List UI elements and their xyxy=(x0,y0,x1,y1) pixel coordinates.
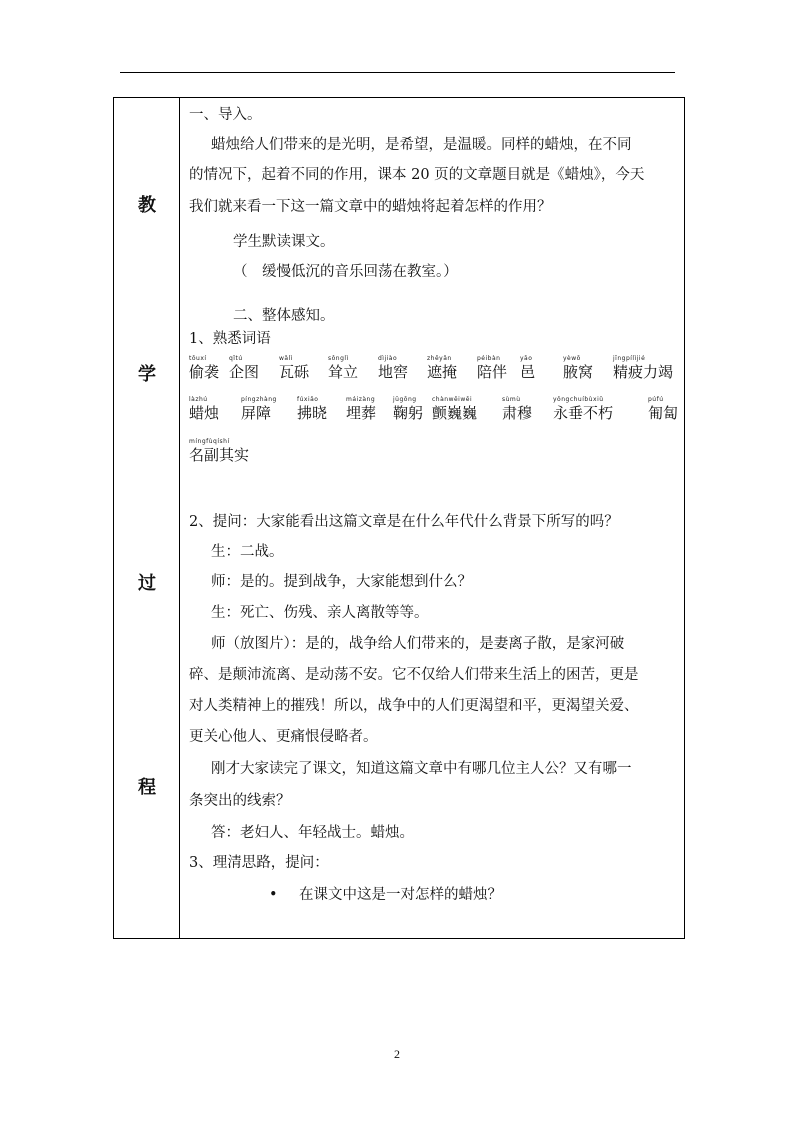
pinyin: chànwēiwēi xyxy=(432,396,473,403)
vocab-word xyxy=(279,355,309,381)
student-answer-2: 生：死亡、伤残、亲人离散等等。 xyxy=(211,605,429,621)
hanzi: 拂晓 xyxy=(297,404,328,422)
teacher-reply-1: 师：是的。提到战争，大家能想到什么？ xyxy=(211,574,472,590)
pinyin: míngfùqíshí xyxy=(189,438,230,445)
hanzi: 名副其实 xyxy=(189,446,250,464)
lesson-table xyxy=(113,97,685,939)
teacher-reply-2-line-1: 师（放图片）：是的，战争给人们带来的，是妻离子散，是家河破 xyxy=(211,636,625,652)
teacher-reply-2-line-3: 对人类精神上的摧残！所以，战争中的人们更渴望和平，更渴望关爱、 xyxy=(189,698,639,714)
hanzi: 陪伴 xyxy=(477,363,508,381)
hanzi: 鞠躬 xyxy=(393,404,424,422)
vocab-word xyxy=(297,396,327,422)
bullet-icon: • xyxy=(269,887,278,903)
vocab-word xyxy=(189,355,219,381)
hanzi: 肃穆 xyxy=(502,404,533,422)
hanzi: 屏障 xyxy=(241,404,272,422)
side-label-xue: 学 xyxy=(138,364,156,385)
hanzi: 匍匐 xyxy=(648,404,679,422)
hanzi: 埋葬 xyxy=(346,404,377,422)
question-3: 3、理清思路，提问： xyxy=(189,855,329,871)
bullet-item xyxy=(269,885,502,905)
vocab-word xyxy=(189,438,249,464)
vocab-word xyxy=(328,355,358,381)
hanzi: 瓦砾 xyxy=(279,363,310,381)
intro-paragraph-line-2: 的情况下，起着不同的作用，课本 20 页的文章题目就是《蜡烛》，今天 xyxy=(189,167,645,183)
music-note: （ 缓慢低沉的音乐回荡在教室。） xyxy=(233,264,458,280)
vocab-word xyxy=(520,355,535,381)
intro-paragraph-line-3: 我们就来看一下这一篇文章中的蜡烛将起着怎样的作用？ xyxy=(189,199,552,215)
pinyin: wǎlì xyxy=(279,355,293,362)
answer: 答：老妇人、年轻战士。蜡烛。 xyxy=(211,825,414,841)
header-rule xyxy=(120,72,675,73)
page-number: 2 xyxy=(394,1047,400,1061)
hanzi: 蜡烛 xyxy=(189,404,220,422)
hanzi: 企图 xyxy=(229,363,260,381)
vocab-word xyxy=(229,355,259,381)
vocab-word xyxy=(563,355,593,381)
main-question-line-2: 条突出的线索？ xyxy=(189,793,291,809)
vocab-word xyxy=(502,396,532,422)
silent-reading-note: 学生默读课文。 xyxy=(233,234,335,250)
pinyin: yèwō xyxy=(563,355,581,362)
pinyin: zhēyǎn xyxy=(427,355,452,362)
side-label-jiao: 教 xyxy=(138,195,156,216)
hanzi: 遮掩 xyxy=(427,363,458,381)
hanzi: 腋窝 xyxy=(563,363,594,381)
vocab-word xyxy=(432,396,477,422)
vocab-word xyxy=(477,355,507,381)
question-2: 2、提问：大家能看出这篇文章是在什么年代什么背景下所写的吗？ xyxy=(189,514,619,530)
vocab-word xyxy=(427,355,457,381)
pinyin: púfú xyxy=(648,396,664,403)
pinyin: qǐtú xyxy=(229,355,243,362)
student-answer-1: 生：二战。 xyxy=(211,544,284,560)
pinyin: yǒngchuíbùxiǔ xyxy=(553,396,604,403)
hanzi: 邑 xyxy=(520,363,536,381)
pinyin: sùmù xyxy=(502,396,521,403)
hanzi: 精疲力竭 xyxy=(613,363,674,381)
pinyin: píngzhàng xyxy=(241,396,277,403)
pinyin: fúxiǎo xyxy=(297,396,319,403)
hanzi: 耸立 xyxy=(328,363,359,381)
hanzi: 地窖 xyxy=(378,363,409,381)
hanzi: 偷袭 xyxy=(189,363,220,381)
hanzi: 永垂不朽 xyxy=(553,404,614,422)
bullet-text: 在课文中这是一对怎样的蜡烛？ xyxy=(299,887,502,903)
pinyin: làzhú xyxy=(189,396,208,403)
pinyin: péibàn xyxy=(477,355,501,362)
overall-heading: 二、整体感知。 xyxy=(233,308,335,324)
side-label-cheng: 程 xyxy=(138,777,156,798)
pinyin: jīngpílìjié xyxy=(613,355,646,362)
vocab-word xyxy=(553,396,613,422)
pinyin: máizàng xyxy=(346,396,376,403)
pinyin: dìjiào xyxy=(378,355,398,362)
teacher-reply-2-line-2: 碎、是颠沛流离、是动荡不安。它不仅给人们带来生活上的困苦，更是 xyxy=(189,667,639,683)
vocab-word xyxy=(393,396,423,422)
vocab-word xyxy=(613,355,673,381)
pinyin: sǒnglì xyxy=(328,355,349,362)
main-question-line-1: 刚才大家读完了课文，知道这篇文章中有哪几位主人公？又有哪一 xyxy=(211,761,632,777)
vocab-word xyxy=(378,355,408,381)
vocab-heading: 1、熟悉词语 xyxy=(189,331,271,347)
intro-heading: 一、导入。 xyxy=(189,107,262,123)
side-label-guo: 过 xyxy=(138,573,156,594)
hanzi: 颤巍巍 xyxy=(432,404,478,422)
vocab-word xyxy=(648,396,678,422)
side-label-column xyxy=(114,98,180,938)
vocab-word xyxy=(346,396,376,422)
teacher-reply-2-line-4: 更关心他人、更痛恨侵略者。 xyxy=(189,729,378,745)
pinyin: jūgōng xyxy=(393,396,417,403)
vocab-word xyxy=(189,396,219,422)
lesson-content xyxy=(181,98,684,938)
intro-paragraph-line-1: 蜡烛给人们带来的是光明，是希望，是温暖。同样的蜡烛，在不同 xyxy=(211,137,632,153)
pinyin: yāo xyxy=(520,355,533,362)
vocab-word xyxy=(241,396,277,422)
pinyin: tōuxí xyxy=(189,355,207,362)
